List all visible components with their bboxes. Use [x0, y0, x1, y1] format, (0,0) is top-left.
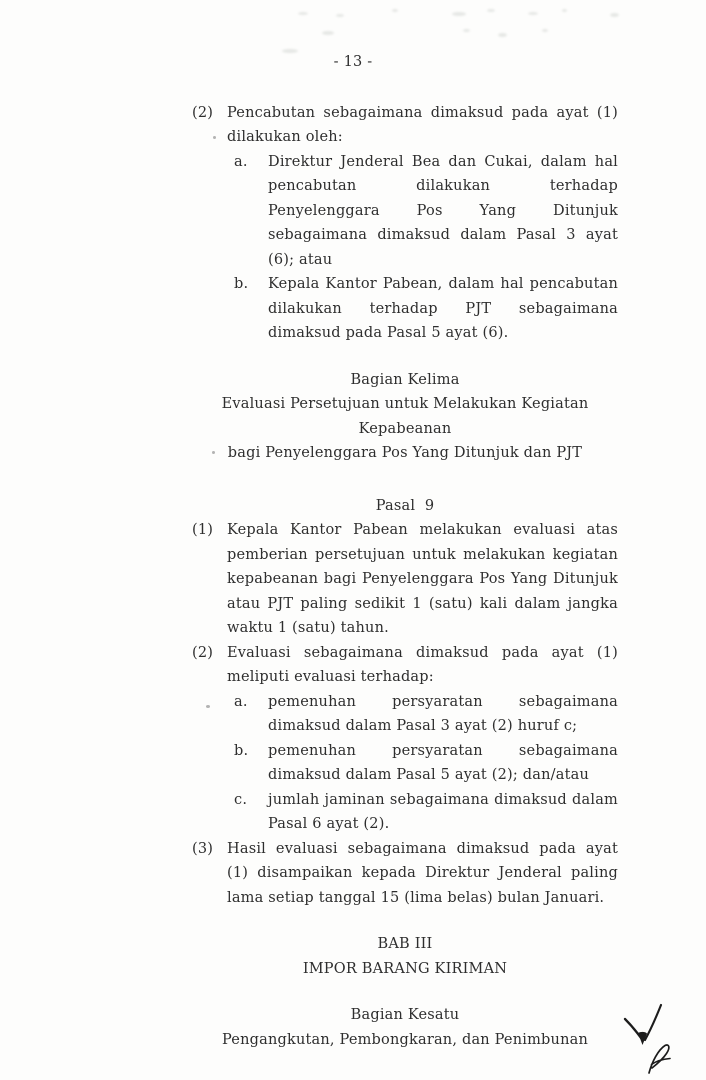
huruf-item — [234, 150, 618, 273]
scan-artifact — [282, 49, 298, 53]
section-heading-bagian-kelima: Bagian Kelima — [350, 371, 460, 388]
section-heading-bagian-kesatu: Bagian Kesatu — [350, 1007, 460, 1023]
huruf-marker: a. — [234, 153, 248, 170]
scan-artifact — [562, 9, 567, 12]
scan-speck — [206, 705, 210, 708]
ayat-marker: (1) — [192, 522, 214, 538]
scan-artifact — [452, 12, 466, 16]
huruf-marker: b. — [234, 742, 249, 759]
huruf-text: jumlah jaminan sebagaimana dimaksud dalam Pasal 6 ayat (2). — [268, 791, 618, 832]
ayat-marker: (2) — [192, 644, 214, 661]
page-number: - 13 - — [333, 54, 373, 70]
scan-artifact — [392, 9, 398, 12]
huruf-marker: b. — [234, 276, 249, 292]
ayat-text: Evaluasi sebagaimana dimaksud pada ayat (1) meliputi evaluasi terhadap: — [227, 644, 618, 685]
huruf-item — [234, 739, 618, 788]
section-subtitle-line: bagi Penyelenggara Pos Yang Ditunjuk dan PJT — [227, 445, 583, 461]
handwritten-paraf-mark-icon — [612, 1002, 692, 1080]
ayat-text: Kepala Kantor Pabean melakukan evaluasi atas pemberian persetujuan untuk melakukan kegiatan kepabeanan bagi Penyelenggara Pos Yang Ditunjuk atau PJT paling sedikit 1 (satu) kali dalam jangka waktu 1 (satu) tahun. — [227, 522, 618, 636]
huruf-item — [234, 788, 618, 837]
ayat-item — [192, 641, 618, 837]
ayat-text: Pencabutan sebagaimana dimaksud pada ayat (1) dilakukan oleh: — [227, 104, 618, 145]
huruf-marker: c. — [234, 791, 248, 808]
scan-speck — [212, 451, 215, 454]
huruf-text: Direktur Jenderal Bea dan Cukai, dalam hal pencabutan dilakukan terhadap Penyelenggara Pos Yang Ditunjuk sebagaimana dimaksud dalam Pasal 3 ayat (6); atau — [268, 153, 618, 268]
scan-artifact — [298, 12, 308, 15]
scan-artifact — [322, 31, 334, 35]
scan-artifact — [498, 33, 507, 37]
scan-artifact — [542, 29, 548, 32]
ayat-marker: (2) — [192, 104, 214, 121]
huruf-text: pemenuhan persyaratan sebagaimana dimaksud dalam Pasal 5 ayat (2); dan/atau — [268, 742, 618, 783]
scan-artifact — [528, 12, 538, 15]
huruf-item — [234, 690, 618, 739]
bab-title: IMPOR BARANG KIRIMAN — [302, 960, 508, 977]
ayat-item — [192, 518, 618, 641]
scan-artifact — [610, 13, 619, 17]
huruf-text: pemenuhan persyaratan sebagaimana dimaksud dalam Pasal 3 ayat (2) huruf c; — [268, 693, 618, 734]
bab-heading: BAB III — [377, 936, 433, 952]
ayat-item — [192, 101, 618, 346]
scan-artifact — [487, 9, 495, 12]
section-title: Pengangkutan, Pembongkaran, dan Penimbunan — [222, 1031, 588, 1048]
huruf-text: Kepala Kantor Pabean, dalam hal pencabutan dilakukan terhadap PJT sebagaimana dimaksud pada Pasal 5 ayat (6). — [268, 276, 618, 341]
pasal-heading: Pasal 9 — [375, 497, 435, 514]
ayat-item — [192, 837, 618, 911]
huruf-item — [234, 272, 618, 346]
section-subtitle-line: Evaluasi Persetujuan untuk Melakukan Kegiatan Kepabeanan — [221, 396, 594, 437]
scan-artifact — [463, 29, 470, 32]
huruf-marker: a. — [234, 693, 248, 710]
ayat-marker: (3) — [192, 840, 214, 857]
scan-artifact — [336, 14, 344, 17]
scan-speck — [213, 136, 216, 139]
ayat-text: Hasil evaluasi sebagaimana dimaksud pada ayat (1) disampaikan kepada Direktur Jenderal paling lama setiap tanggal 15 (lima belas) bulan Januari. — [227, 840, 618, 906]
document-body — [192, 101, 618, 1053]
